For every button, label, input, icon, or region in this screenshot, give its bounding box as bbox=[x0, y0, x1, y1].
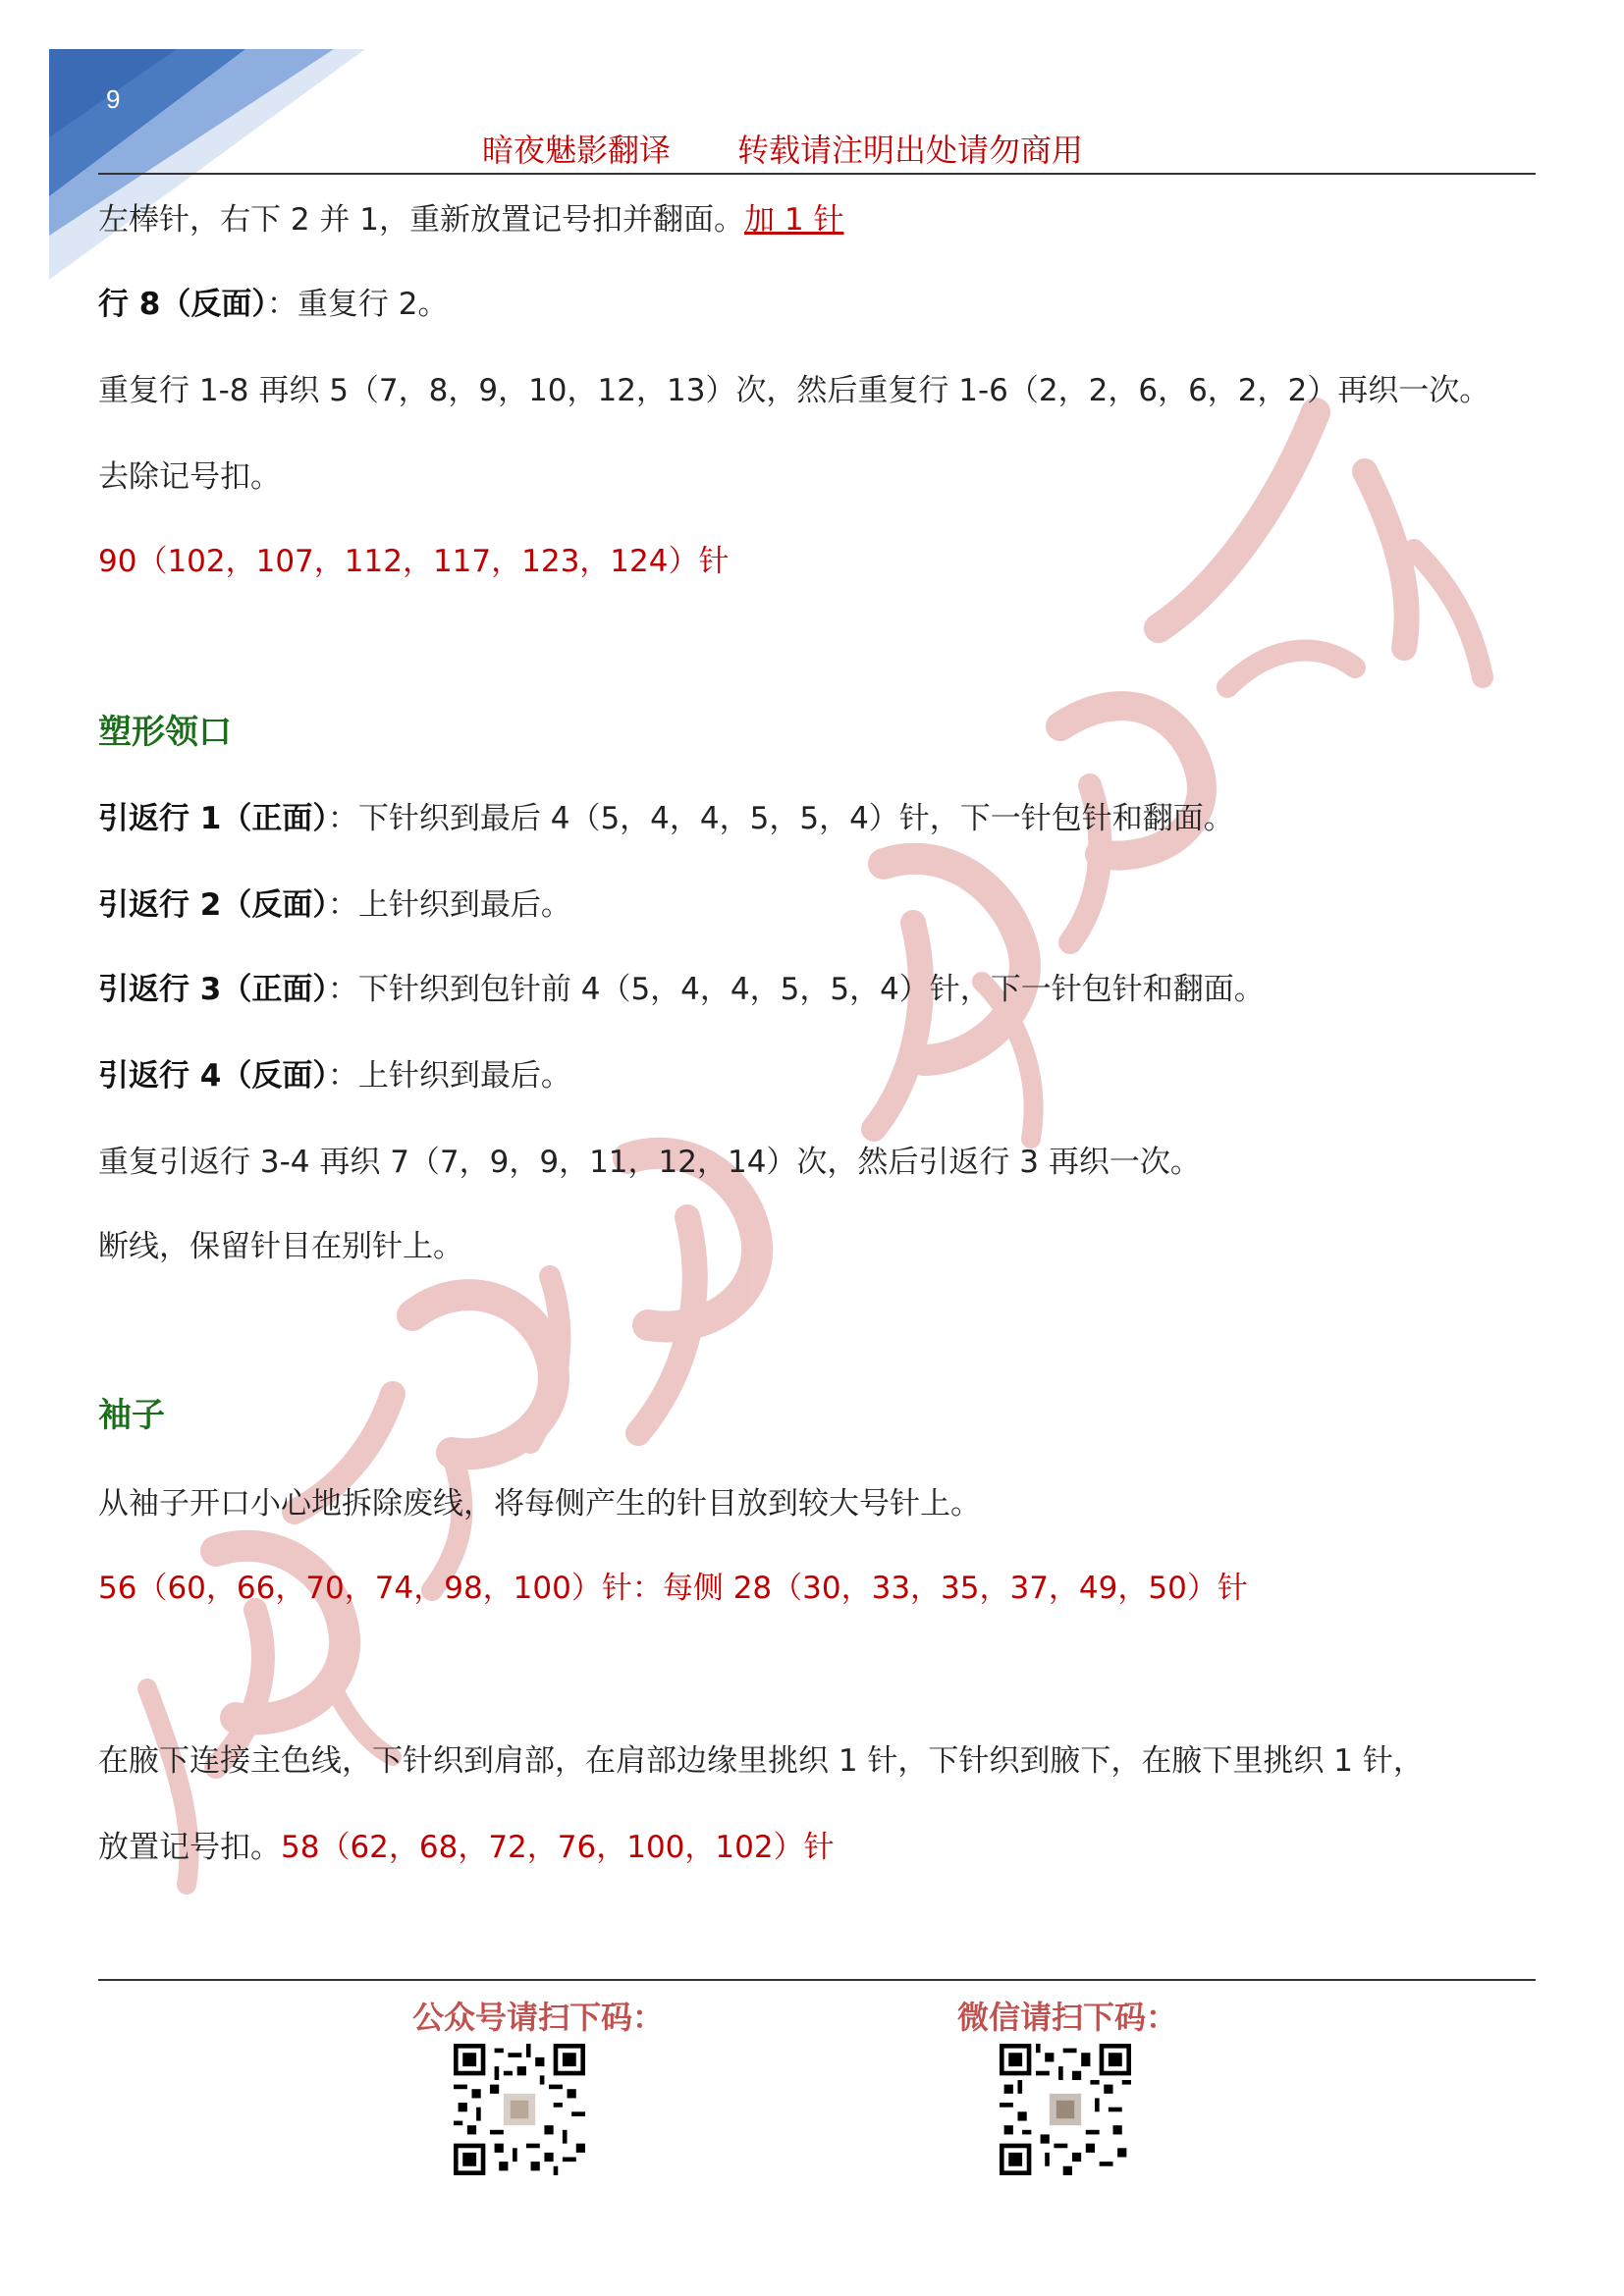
body-text: 左棒针，右下 2 并 1，重新放置记号扣并翻面。 bbox=[98, 202, 745, 238]
page-header bbox=[0, 126, 1624, 171]
row-label: 引返行 1（正面） bbox=[98, 801, 328, 836]
row-label: 引返行 3（正面） bbox=[98, 972, 328, 1007]
paragraph bbox=[98, 1828, 835, 1867]
page-number: 9 bbox=[106, 84, 121, 114]
paragraph: 断线，保留针目在别针上。 bbox=[98, 1229, 463, 1264]
public-account-qr-code[interactable] bbox=[454, 2044, 585, 2175]
paragraph: 重复行 1-8 再织 5（7，8，9，10，12，13）次，然后重复行 1-6（2，2，6，6，2，2）再织一次。 bbox=[98, 373, 1490, 408]
paragraph: 去除记号扣。 bbox=[98, 459, 281, 495]
row-label: 引返行 2（反面） bbox=[98, 887, 328, 923]
row-label: 行 8（反面） bbox=[98, 287, 267, 322]
paragraph bbox=[98, 285, 448, 324]
body-text: ：下针织到包针前 4（5，4，4，5，5，4）针，下一针包针和翻面。 bbox=[327, 972, 1265, 1007]
body-text: ：重复行 2。 bbox=[266, 287, 449, 322]
body-text: ：上针织到最后。 bbox=[327, 1058, 571, 1094]
paragraph: 在腋下连接主色线，下针织到肩部，在肩部边缘里挑织 1 针，下针织到腋下，在腋下里挑织 1 针， bbox=[98, 1743, 1424, 1779]
header-notice: 转载请注明出处请勿商用 bbox=[737, 132, 1084, 169]
paragraph bbox=[98, 1056, 571, 1095]
section-heading-sleeves: 袖子 bbox=[98, 1396, 165, 1435]
footer-rule bbox=[98, 1979, 1536, 1981]
wechat-qr-code[interactable] bbox=[1000, 2044, 1131, 2175]
stitch-count: 90（102，107，112，117，123，124）针 bbox=[98, 544, 730, 579]
paragraph: 重复引返行 3-4 再织 7（7，9，9，11，12，14）次，然后引返行 3 再织一次。 bbox=[98, 1145, 1201, 1180]
header-rule bbox=[98, 173, 1536, 175]
wechat-label: 微信请扫下码： bbox=[957, 1999, 1178, 2036]
section-heading-neckline: 塑形领口 bbox=[98, 713, 232, 752]
paragraph bbox=[98, 799, 1234, 838]
stitch-count: 56（60，66，70，74，98，100）针：每侧 28（30，33，35，37，49，50）针 bbox=[98, 1571, 1248, 1606]
paragraph bbox=[98, 970, 1265, 1009]
public-account-label: 公众号请扫下码： bbox=[412, 1999, 665, 2036]
body-text: ：上针织到最后。 bbox=[327, 887, 571, 923]
paragraph bbox=[98, 200, 843, 240]
paragraph bbox=[98, 885, 571, 925]
body-text: 放置记号扣。 bbox=[98, 1830, 281, 1865]
row-label: 引返行 4（反面） bbox=[98, 1058, 328, 1094]
body-text: ：下针织到最后 4（5，4，4，5，5，4）针，下一针包针和翻面。 bbox=[327, 801, 1234, 836]
stitch-count-note: 加 1 针 bbox=[744, 202, 844, 238]
paragraph: 从袖子开口小心地拆除废线，将每侧产生的针目放到较大号针上。 bbox=[98, 1486, 981, 1522]
header-translator: 暗夜魅影翻译 bbox=[481, 132, 671, 169]
stitch-count: 58（62，68，72，76，100，102）针 bbox=[281, 1830, 835, 1865]
